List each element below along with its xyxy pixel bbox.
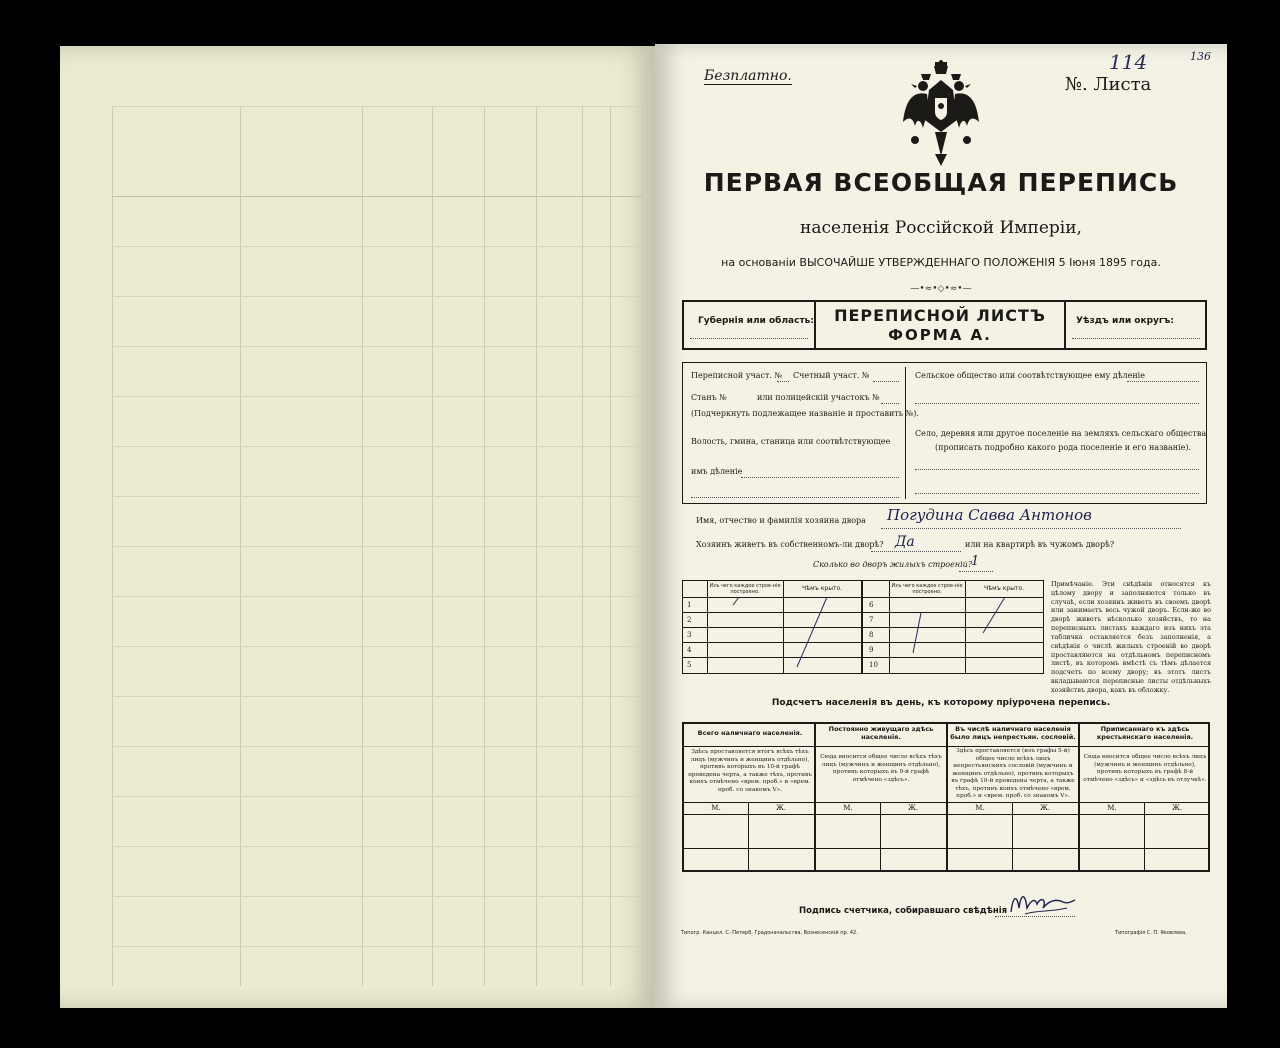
stan-label: Станъ №: [691, 393, 727, 402]
female-column-label: Ж.: [1171, 804, 1183, 812]
building-row-number: 7: [869, 616, 874, 624]
owner-name-label: Имя, отчество и фамилія хозяина двора: [696, 516, 866, 525]
census-subtitle: населенія Россійской Имперіи,: [800, 218, 1082, 238]
female-column-label: Ж.: [1039, 804, 1051, 812]
gubernia-label: Губернія или область:: [698, 316, 814, 326]
census-title: ПЕРВАЯ ВСЕОБЩАЯ ПЕРЕПИСЬ: [703, 168, 1179, 197]
note-text: Примѣчаніе. Эти свѣдѣнія относятся къ цѣлому двору и заполняются только въ случаѣ, если хозяинъ живетъ въ своемъ дворѣ или занимаетъ весь чужой дворъ. Если-же во дворѣ живетъ нѣсколько хозяйствъ, то на переписныхъ листахъ каждаго изъ нихъ эта табличка оставляется безъ заполненія, а свѣдѣнія о числѣ жилыхъ строеній во дворѣ проставляются на отдѣльномъ переписномъ листѣ, въ которомъ вмѣстѣ съ тѣмъ дѣлается подсчетъ по всему двору; въ этотъ листъ вкладываются переписные листы отдѣльныхъ хозяйствъ двора, какъ въ обложку.: [1051, 580, 1211, 694]
left-page-reverse: [60, 46, 658, 1008]
permanent-residents-instruction: Сюда вносится общее число всѣхъ тѣхъ лицъ (мужчинъ и женщинъ отдѣльно), противъ которыхъ въ 9-й графѣ отмѣчено «здѣсь».: [820, 754, 942, 783]
population-summary-table: [682, 722, 1210, 872]
building-row-number: 10: [869, 661, 878, 669]
census-form-page: [655, 44, 1227, 1008]
selo-label: Село, деревня или другое поселеніе на земляхъ сельскаго общества: [915, 429, 1207, 438]
volost-label: Волость, гмина, станица или соотвѣтствующее: [691, 437, 891, 446]
male-column-label: М.: [843, 804, 853, 812]
ornament-divider: —•≈•◇•≈•—: [910, 284, 972, 294]
printer-imprint-left: Типогр. Канцел. С.-Петерб. Градоначальства, Вознесенскій пр. 42.: [681, 930, 858, 936]
form-a-label: ФОРМА А.: [888, 326, 992, 344]
owner-lives-value: Да: [895, 534, 915, 550]
male-column-label: М.: [975, 804, 985, 812]
imperial-eagle-emblem-icon: [901, 60, 981, 168]
form-header-box: [682, 300, 1207, 350]
owner-name-value: Погудина Савва Антонов: [887, 506, 1092, 524]
buildings-roof-header-right: Чѣмъ крыто.: [983, 585, 1025, 592]
sheet-number: [1065, 50, 1152, 95]
owner-lives-label: Хозяинъ живетъ въ собственномъ-ли дворѣ?: [696, 540, 884, 549]
enumerator-signature-label: Подпись счетчика, собиравшаго свѣдѣнія: [799, 906, 1008, 916]
population-count-title: Подсчетъ населенія въ день, къ которому пріурочена перепись.: [771, 698, 1111, 708]
selskoe-obshchestvo-label: Сельское общество или соотвѣтствующее ему дѣленіе: [915, 371, 1145, 380]
male-column-label: М.: [711, 804, 721, 812]
handwritten-dash-marks: [683, 581, 1045, 675]
building-row-number: 5: [687, 661, 692, 669]
female-column-label: Ж.: [907, 804, 919, 812]
male-column-label: М.: [1107, 804, 1117, 812]
building-row-number: 3: [687, 631, 692, 639]
female-column-label: Ж.: [775, 804, 787, 812]
building-row-number: 1: [687, 601, 692, 609]
buildings-table: [682, 580, 1044, 674]
free-of-charge-label: Безплатно.: [704, 68, 792, 84]
permanent-residents-header: Постоянно живущаго здѣсь населенія.: [828, 725, 934, 741]
registered-peasant-instruction: Сюда вносится общее число всѣхъ лицъ (мужчинъ и женщинъ отдѣльно), противъ которыхъ въ графѣ 8-й отмѣчено «здѣсь» и «здѣсь въ отлучкѣ».: [1083, 754, 1207, 783]
perepis-uchastok-label: Переписной участ. №: [691, 371, 783, 380]
sheet-number-handwritten: 114: [1109, 50, 1148, 74]
selo-instruction: (прописать подробно какого рода поселеніе и его названіе).: [935, 443, 1191, 452]
buildings-material-header-left: Изъ чего каждое строе-ніе построено.: [709, 583, 781, 595]
enumerator-signature: [1007, 890, 1077, 918]
building-row-number: 6: [869, 601, 874, 609]
schetny-uchastok-label: Счетный участ. №: [793, 371, 870, 380]
building-row-number: 2: [687, 616, 692, 624]
underline-instruction: (Подчеркнуть подлежащее названіе и проставить №).: [691, 409, 919, 418]
politseisky-uchastok-label: или полицейскій участокъ №: [757, 393, 880, 402]
building-row-number: 8: [869, 631, 874, 639]
building-row-number: 4: [687, 646, 692, 654]
building-row-number: 9: [869, 646, 874, 654]
census-legal-basis: на основаніи ВЫСОЧАЙШЕ УТВЕРЖДЕННАГО ПОЛОЖЕНІЯ 5 Іюня 1895 года.: [721, 256, 1161, 269]
owner-lives-alt-label: или на квартирѣ въ чужомъ дворѣ?: [965, 540, 1115, 549]
registered-peasant-header: Приписаннаго къ здѣсь крестьянскаго населенія.: [1096, 725, 1194, 741]
uezd-label: Уѣздъ или округъ:: [1076, 316, 1174, 326]
total-present-instruction: Здѣсь проставляется итогъ всѣхъ тѣхъ лицъ (мужчинъ и женщинъ отдѣльно), противъ которыхъ въ 10-й графѣ проведена черта, а также тѣхъ, противъ коихъ отмѣчено «врем. проб.» и «врем. проб. со знакомъ V».: [688, 749, 812, 793]
non-peasant-instruction: Здѣсь проставляется (изъ графы 5-й) общее число всѣхъ лицъ непрестьянскихъ сословій (мужчинъ и женщинъ отдѣльно), противъ которыхъ въ графѣ 10-й проведена черта, а также тѣхъ, противъ коихъ отмѣчено «врем. проб.» и «врем. проб. со знакомъ V».: [951, 748, 1075, 800]
left-page-grid: [112, 106, 642, 986]
non-peasant-header: Въ числѣ наличнаго населенія было лицъ непрестьян. сословій.: [950, 725, 1076, 741]
buildings-count-label: Сколько во дворъ жилыхъ строеній?: [813, 560, 973, 569]
ikh-delenie-label: имъ дѣленіе: [691, 467, 743, 476]
address-box: [682, 362, 1207, 504]
sheet-type-title: ПЕРЕПИСНОЙ ЛИСТЪ: [834, 306, 1046, 325]
sheet-number-label: №. Листа: [1065, 74, 1152, 95]
corner-archive-number: 136: [1190, 50, 1211, 63]
buildings-material-header-right: Изъ чего каждое строе-ніе построено.: [891, 583, 963, 595]
printer-imprint-right: Типографія С. П. Яковлева.: [1115, 930, 1187, 936]
buildings-roof-header-left: Чѣмъ крыто.: [801, 585, 843, 592]
total-present-header: Всего наличнаго населенія.: [697, 729, 803, 737]
buildings-count-value: 1: [971, 554, 980, 569]
